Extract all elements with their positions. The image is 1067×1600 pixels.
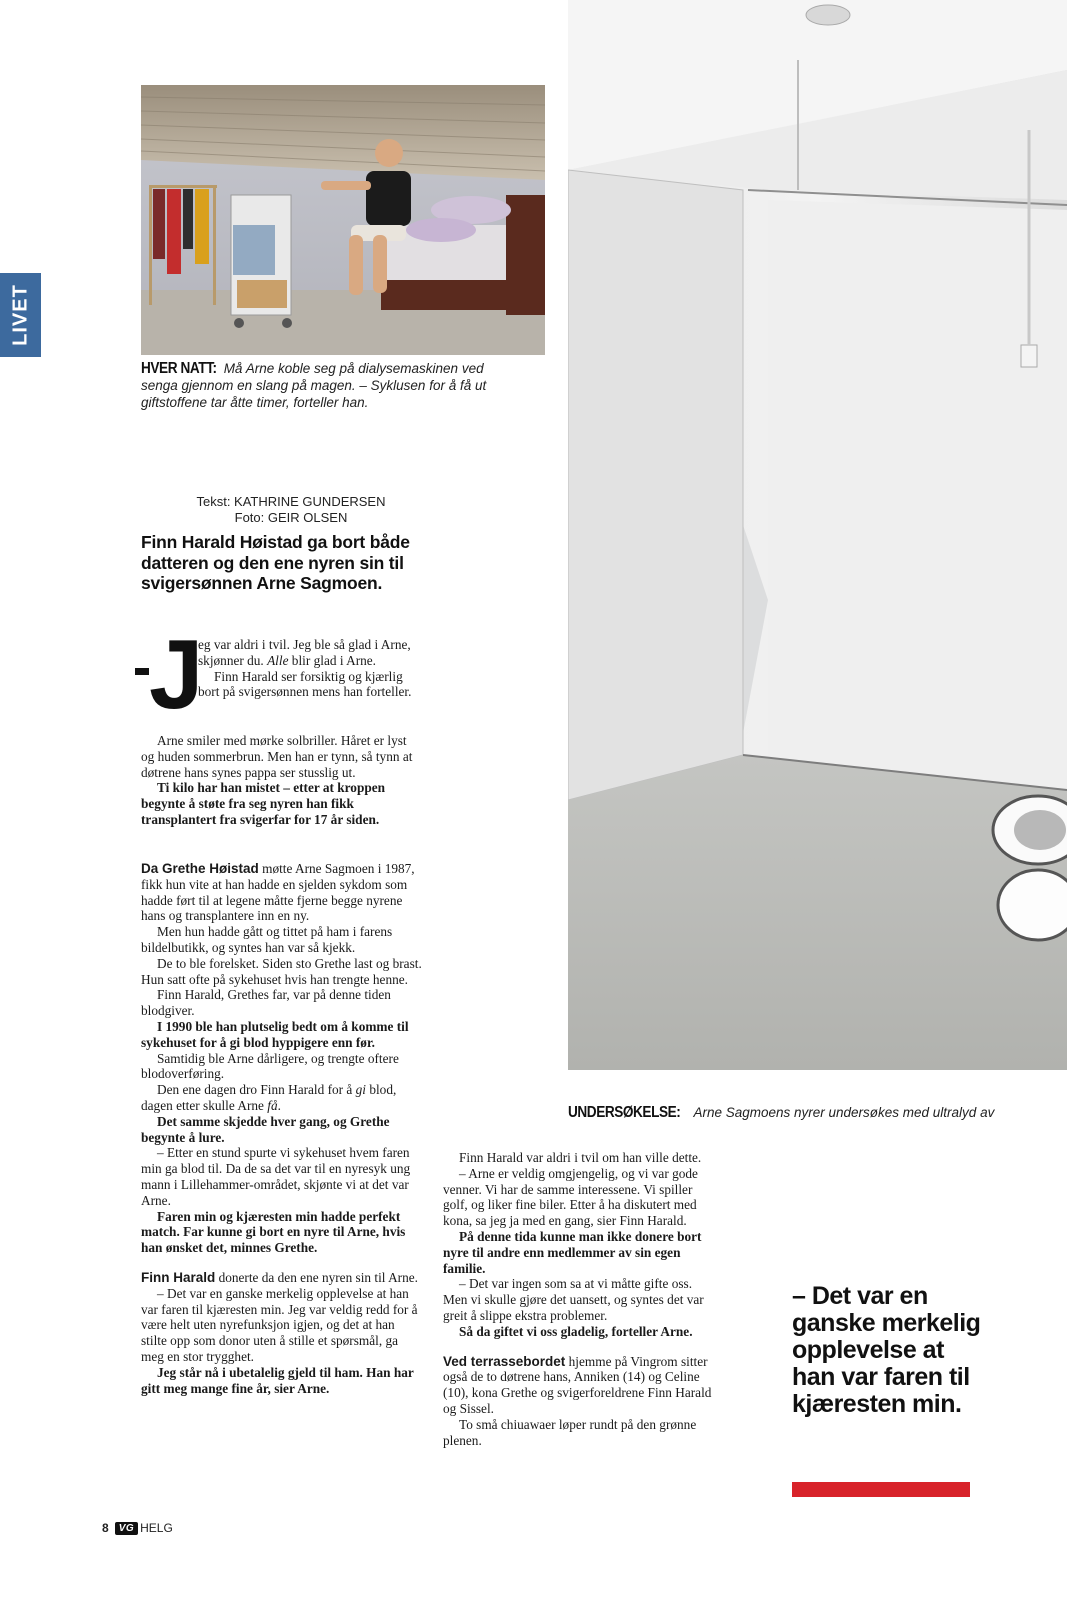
paragraph: Den ene dagen dro Finn Harald for å gi blod, dagen etter skulle Arne få. [141,1082,397,1113]
paragraph: Jeg står nå i ubetalelig gjeld til ham. Han har gitt meg mange fine år, sier Arne. [141,1364,414,1396]
paragraph: Finn Harald ser forsiktig og kjærlig bort på svigersønnen mens han forteller. [198,668,412,700]
paragraph: Ved terrassebordet hjemme på Vingrom sitter også de to døtrene hans, Anniken (14) og Celine (10), kona Grethe og svigerforeldrene Finn Harald og Sissel. [443,1353,712,1416]
article-body-col2 [443,1150,719,1448]
paragraph: Det samme skjedde hver gang, og Grethe begynte å lure. [141,1113,390,1145]
paragraph: Så da giftet vi oss gladelig, forteller Arne. [459,1323,693,1339]
photo-caption-top [141,360,521,411]
paragraph: De to ble forelsket. Siden sto Grethe last og brast. Hun satt ofte på sykehuset hvis han trengte henne. [141,955,422,987]
dropcap-dash [135,668,149,675]
paragraph: Finn Harald donerte da den ene nyren sin til Arne. [141,1269,418,1285]
paragraph: Arne smiler med mørke solbriller. Håret er lyst og huden sommerbrun. Men han er tynn, så tynn at døtrene hans synes pappa ser stusslig ut. [141,733,413,780]
magazine-name: HELG [140,1521,173,1535]
page-footer [102,1519,173,1537]
paragraph: Finn Harald, Grethes far, var på denne tiden blodgiver. [141,987,391,1019]
paragraph: Faren min og kjæresten min hadde perfekt match. Far kunne gi bort en nyre til Arne, hvis han ønsket det, minnes Grethe. [141,1208,406,1256]
ingress: Finn Harald Høistad ga bort både datteren og den ene nyren sin til svigersønnen Arne Sagmoen. [141,532,410,593]
photo-room [568,0,1067,1070]
photo-caption-right [568,1104,1038,1121]
paragraph: – Arne er veldig omgjengelig, og vi var gode venner. Vi har de samme interessene. Vi spiller golf, og liker fine biler. Etter å ha diskutert med kona, sa jeg ja med en gang, sier Finn Harald. [443,1165,698,1229]
section-tab [0,273,41,357]
pull-quote-rule [792,1482,970,1497]
paragraph: Finn Harald var aldri i tvil om han ville dette. [459,1150,702,1165]
paragraph: To små chiuawaer løper rundt på den grønne plenen. [443,1416,697,1448]
paragraph: – Det var ingen som sa at vi måtte gifte oss. Men vi skulle gjøre det uansett, og syntes det var greit å slippe ekstra problemer. [443,1276,704,1323]
byline [141,494,441,526]
vg-logo: VG [115,1522,138,1535]
paragraph: eg var aldri i tvil. Jeg ble så glad i Arne, skjønner du. Alle blir glad i Arne. [198,637,411,668]
paragraph: Samtidig ble Arne dårligere, og trengte oftere blodoverføring. [141,1050,399,1082]
paragraph: – Etter en stund spurte vi sykehuset hvem faren min ga blod til. Da de sa det var til en nyresyk ung mann i Lillehammer-området, skjønte vi at det var Arne. [141,1145,411,1208]
section-label: LIVET [9,284,31,346]
paragraph: På denne tida kunne man ikke donere bort nyre til andre enn medlemmer av sin egen familie. [443,1228,702,1276]
pull-quote: – Det var en ganske merkelig opplevelse at han var faren til kjæresten min. [792,1282,981,1418]
page-number: 8 [102,1521,109,1535]
caption-lead: HVER NATT: [141,360,217,377]
paragraph: Ti kilo har han mistet – etter at kroppen begynte å støte fra seg nyren han fikk transplantert fra svigerfar for 17 år siden. [141,780,386,827]
article-body-col1 [141,861,423,1396]
caption-lead: UNDERSØKELSE: [568,1104,681,1121]
caption-text: Arne Sagmoens nyrer undersøkes med ultralyd av [693,1105,995,1120]
dropcap [135,619,204,729]
article-intro [198,637,423,700]
byline-photo: Foto: GEIR OLSEN [234,510,348,525]
paragraph: Men hun hadde gått og tittet på ham i farens bildelbutikk, og syntes han var så kjekk. [141,924,393,955]
paragraph: I 1990 ble han plutselig bedt om å komme til sykehuset for å gi blod hyppigere enn før. [141,1018,409,1050]
caption-text: Må Arne koble seg på dialysemaskinen ved senga gjennom en slang på magen. – Syklusen for å få ut giftstoffene tar åtte timer, forteller han. [141,361,487,410]
paragraph: – Det var en ganske merkelig opplevelse at han var faren til kjæresten min. Jeg var veldig redd for å være helt uten nyrefunksjon igjen, og det at han stilte opp som donor uten å stille et spørsmål, ga meg en stor trygghet. [141,1285,418,1364]
byline-text: Tekst: KATHRINE GUNDERSEN [196,494,386,509]
paragraph: Da Grethe Høistad møtte Arne Sagmoen i 1987, fikk hun vite at han hadde en sjelden sykdom som hadde ført til at legene måtte fjerne begge nyrene hans og transplantere inn en ny. [141,861,415,924]
photo-bedroom [141,85,545,355]
article-body-col1-top [141,733,423,828]
dropcap-letter: J [149,619,204,729]
